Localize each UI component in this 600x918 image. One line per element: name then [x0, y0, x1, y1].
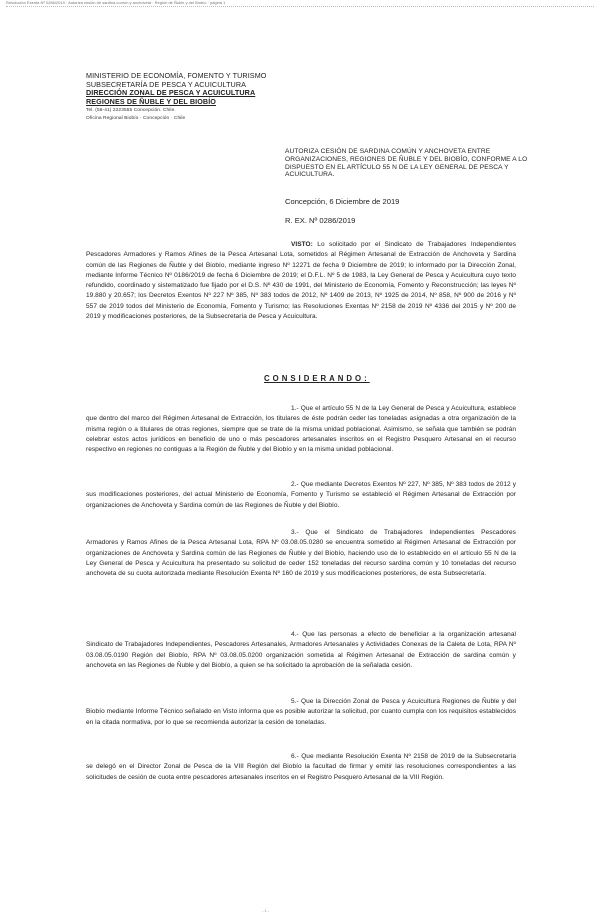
- considerando-paragraph-2: 2.- Que mediante Decretos Exentos Nº 227, Nº 385, Nº 383 todos de 2012 y sus modificaciones posteriores, del actual Ministerio de Economía, Fomento y Turismo se estableció el Régimen Artesanal de Extracción por organizaciones de Anchoveta y Sardina común de las Regiones de Ñuble y del Biobío.: [86, 481, 516, 509]
- regions-line: REGIONES DE ÑUBLE Y DEL BIOBÍO: [86, 96, 217, 106]
- visto-text: Lo solicitado por el Sindicato de Trabajadores Independientes Pescadores Armadores y Ramos Afines de la Pesca Artesanal Lota, sometidos al Régimen Artesanal de Extracción de Anchoveta y Sardina común de las Regiones de Ñuble y del Biobío, mediante ingreso Nº 12271 de fecha 9 Diciembre de 2019; lo informado por la Dirección Zonal, mediante Informe Técnico Nº 0186/2019 de fecha 6 Diciembre de 2019; el D.F.L. Nº 5 de 1983, la Ley General de Pesca y Acuicultura cuyo texto refundido, coordinado y sistematizado fue fijado por el D.S. Nº 430 de 1991, del Ministerio de Economía, Fomento y Reconstrucción; las leyes Nº 19.880 y 20.657; los Decretos Exentos Nº 227 Nº 385, Nº 383 todos de 2012, Nº 1409 de 2013, Nº 1925 de 2014, Nº 858, Nº 900 de 2016 y Nº 557 de 2019 todos del Ministerio de Economía, Fomento y Turismo; las Resoluciones Exentas Nº 2158 de 2019 Nº 4336 del 2015 y Nº 200 de 2019 y modificaciones posteriores, de la Subsecretaría de Pesca y Acuicultura.: [86, 241, 517, 321]
- considerando-heading: CONSIDERANDO:: [264, 374, 370, 383]
- considerando-paragraph-5: 5.- Que la Dirección Zonal de Pesca y Acuicultura Regiones de Ñuble y del Biobío mediante Informe Técnico señalado en Visto informa que es posible autorizar la solicitud, por cuanto cumpla con los requisitos establecidos en la citada normativa, por lo que se recomienda autorizar la cesión de toneladas.: [86, 698, 516, 726]
- subsecretary-line: SUBSECRETARÍA DE PESCA Y ACUICULTURA: [86, 79, 247, 89]
- visto-label: VISTO:: [291, 241, 313, 248]
- considerando-paragraph-3: 3.- Que el Sindicato de Trabajadores Independientes Pescadores Armadores y Ramos Afines de la Pesca Artesanal Lota, RPA Nº 03.08.05.0280 se encuentra sometido al Régimen Artesanal de Extracción por organizaciones de Anchoveta y Sardina común de las Regiones de Ñuble y del Biobío, haciendo uso de lo establecido en el artículo 55 N de la Ley General de Pesca y Acuicultura ha presentado su solicitud de ceder 152 toneladas del recurso sardina común y 10 toneladas del recurso anchoveta de su cuota autorizada mediante Resolución Exenta Nº 160 de 2019 y sus modificaciones posteriores, de esta Subsecretaría.: [86, 529, 516, 578]
- considerando-paragraph-4: 4.- Que las personas a efecto de beneficiar a la organización artesanal Sindicato de Trabajadores Independientes, Pescadores Artesanales, Armadores Artesanales y Actividades Conexas de la Caleta de Lota, RPA Nº 03.08.05.0190 Región del Biobío, RPA Nº 03.08.05.0200 organización sometida al Régimen Artesanal de Extracción de sardina común y anchoveta en las Regiones de Ñuble y del Biobío, a quien se ha solicitado la aprobación de la señalada cesión.: [86, 631, 516, 669]
- resolution-date: Concepción, 6 Diciembre de 2019: [285, 197, 400, 206]
- considerando-paragraph-6: 6.- Que mediante Resolución Exenta Nº 2158 de 2019 de la Subsecretaría se delegó en el Director Zonal de Pesca de la VIII Región del Biobío la facultad de firmar y emitir las resoluciones correspondientes a las solicitudes de cesión de cuota entre pescadores artesanales inscritos en el Registro Pesquero Artesanal de la VIII Región.: [86, 753, 516, 781]
- ministry-line: MINISTERIO DE ECONOMÍA, FOMENTO Y TURISMO: [86, 71, 267, 80]
- contact-line-2: Oficina Regional Biobío · Concepción · Chile: [86, 116, 186, 122]
- print-header-line: Resolución Exenta Nº 0286/2019 · Autoriza cesión de sardina común y anchoveta · Región de Ñuble y del Biobío · página 1: [6, 0, 594, 7]
- contact-line-1: Tel. (56-41) 2223555 Concepción. Chile.: [86, 108, 176, 114]
- ministry-header: [86, 72, 314, 122]
- zonal-direction-line: DIRECCIÓN ZONAL DE PESCA Y ACUICULTURA: [86, 88, 256, 98]
- resolution-title: AUTORIZA CESIÓN DE SARDINA COMÚN Y ANCHOVETA ENTRE ORGANIZACIONES, REGIONES DE ÑUBLE Y DEL BIOBÍO, CONFORME A LO DISPUESTO EN EL ARTÍCULO 55 N DE LA LEY GENERAL DE PESCA Y ACUICULTURA.: [285, 148, 528, 179]
- considerando-paragraph-1: 1.- Que el artículo 55 N de la Ley General de Pesca y Acuicultura, establece que dentro del marco del Régimen Artesanal de Extracción, los titulares de éste podrán ceder las toneladas asignadas a otra organización de la misma región o a titulares de otras regiones, siempre que se trate de la misma unidad poblacional. Asimismo, se señala que también se podrán celebrar estos actos jurídicos en beneficio de uno o más pescadores artesanales inscritos en el Registro Pesquero Artesanal en el recurso respectivo en regiones no contiguas a la Región de Ñuble y del Biobío y en la misma unidad poblacional.: [86, 405, 516, 454]
- resolution-number: R. EX. Nº 0286/2019: [285, 216, 356, 225]
- page-number: - 1 -: [262, 908, 270, 913]
- visto-paragraph: [86, 240, 516, 322]
